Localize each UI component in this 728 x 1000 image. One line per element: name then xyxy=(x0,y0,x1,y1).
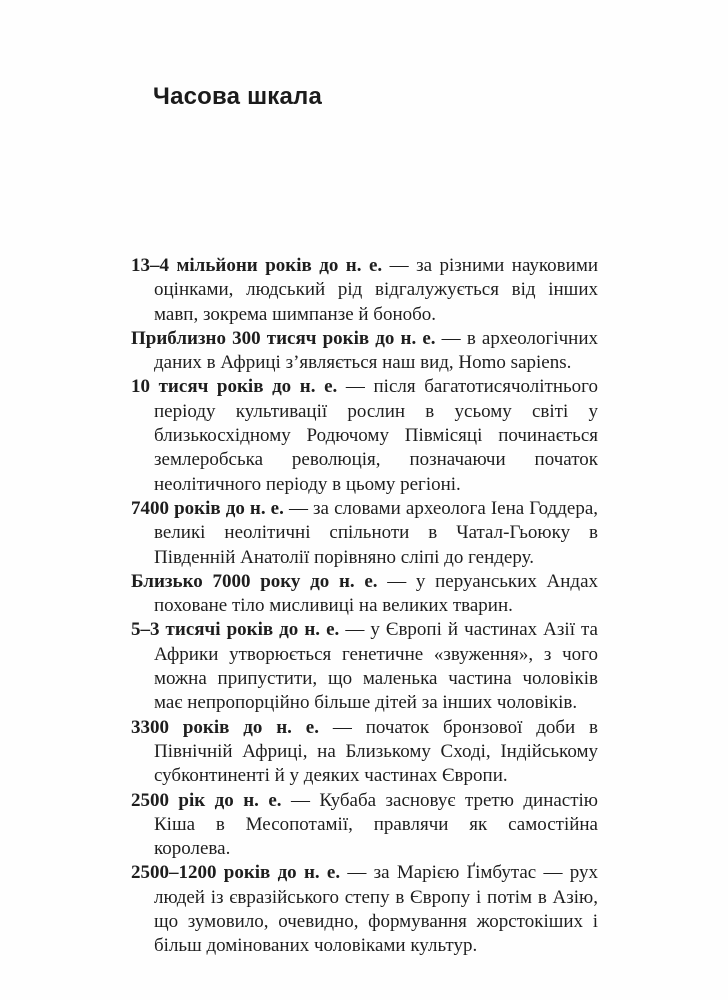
timeline-entry-date: Близько 7000 року до н. е. xyxy=(131,570,378,592)
timeline-entry: Близько 7000 року до н. е. — у перуанських Андах поховане тіло мисливиці на великих тварин. xyxy=(131,570,599,617)
timeline-entry-text: в археологічних даних в Африці з’являється наш вид, Homo sapiens. xyxy=(154,327,599,374)
timeline-entry-text: у перуанських Андах поховане тіло мисливиці на великих тварин. xyxy=(154,570,599,617)
timeline-entry-text: початок бронзової доби в Північній Африці, на Близькому Сході, Індійському субконтиненті й у деяких частинах Європи. xyxy=(154,716,599,787)
timeline-entry-text: за Марією Ґімбутас — рух людей із євразійського степу в Європу і потім в Азію, що зумовило, очевидно, формування жорстокіших і більш домінованих чоловіками культур. xyxy=(154,862,599,957)
timeline-entry: Приблизно 300 тисяч років до н. е. — в археологічних даних в Африці з’являється наш вид, Homo sapiens. xyxy=(131,327,599,374)
timeline-entry-text: Кубаба засновує третю династію Кіша в Месопотамії, правлячи як самостійна королева. xyxy=(154,789,599,860)
timeline-entry: 7400 років до н. е. — за словами археолога Іена Годдера, великі неолітичні спільноти в Чатал-Гьоюку в Південній Анатолії порівняно сліпі до гендеру. xyxy=(131,497,598,568)
timeline-entry-date: 3300 років до н. е. xyxy=(131,716,319,738)
timeline-entry-date: 13–4 мільйони років до н. е. xyxy=(131,255,383,276)
timeline-entry-date: 7400 років до н. е. xyxy=(131,497,284,519)
timeline-entry: 10 тисяч років до н. е. — після багатотисячолітнього періоду культивації рослин в усьому світі у близькосхідному Родючому Півмісяці починається землеробська революція, позначаючи початок неолітичного періоду в цьому регіоні. xyxy=(131,376,599,495)
timeline-entry-text: за словами археолога Іена Годдера, великі неолітичні спільноти в Чатал-Гьоюку в Південній Анатолії порівняно сліпі до гендеру. xyxy=(154,497,598,568)
timeline-entry: 2500 рік до н. е. — Кубаба засновує третю династію Кіша в Месопотамії, правлячи як самостійна королева. xyxy=(131,789,599,860)
timeline-entry-date: Приблизно 300 тисяч років до н. е. xyxy=(131,327,436,349)
timeline-entry: 2500–1200 років до н. е. — за Марією Ґімбутас — рух людей із євразійського степу в Європу і потім в Азію, що зумовило, очевидно, формування жорстокіших і більш домінованих чоловіками культур. xyxy=(131,862,599,957)
timeline-list xyxy=(131,254,598,959)
timeline-entry-date: 5–3 тисячі років до н. е. xyxy=(131,619,340,641)
timeline-entry-text: після багатотисячолітнього періоду культивації рослин в усьому світі у близькосхідному Родючому Півмісяці починається землеробська революція, позначаючи початок неолітичного періоду в цьому регіоні. xyxy=(154,376,599,495)
timeline-entry-date: 2500 рік до н. е. xyxy=(131,789,282,811)
timeline-entry-text: у Європі й частинах Азії та Африки утворюється генетичне «звуження», з чого можна припустити, що маленька частина чоловіків має непропорційно більше дітей за інших чоловіків. xyxy=(154,619,598,714)
timeline-entry: 5–3 тисячі років до н. е. — у Європі й частинах Азії та Африки утворюється генетичне «звуження», з чого можна припустити, що маленька частина чоловіків має непропорційно більше дітей за інших чоловіків. xyxy=(131,619,598,714)
timeline-entry: 13–4 мільйони років до н. е. — за різними науковими оцінками, людський рід відгалужується від інших мавп, зокрема шимпанзе й бонобо. xyxy=(131,255,599,325)
timeline-entry: 3300 років до н. е. — початок бронзової доби в Північній Африці, на Близькому Сході, Індійському субконтиненті й у деяких частинах Європи. xyxy=(131,716,599,787)
timeline-entry-date: 10 тисяч років до н. е. xyxy=(131,376,338,398)
timeline-entry-text: за різними науковими оцінками, людський рід відгалужується від інших мавп, зокрема шимпанзе й бонобо. xyxy=(154,255,599,325)
page-title: Часова шкала xyxy=(153,83,323,110)
timeline-entry-date: 2500–1200 років до н. е. xyxy=(131,862,341,884)
